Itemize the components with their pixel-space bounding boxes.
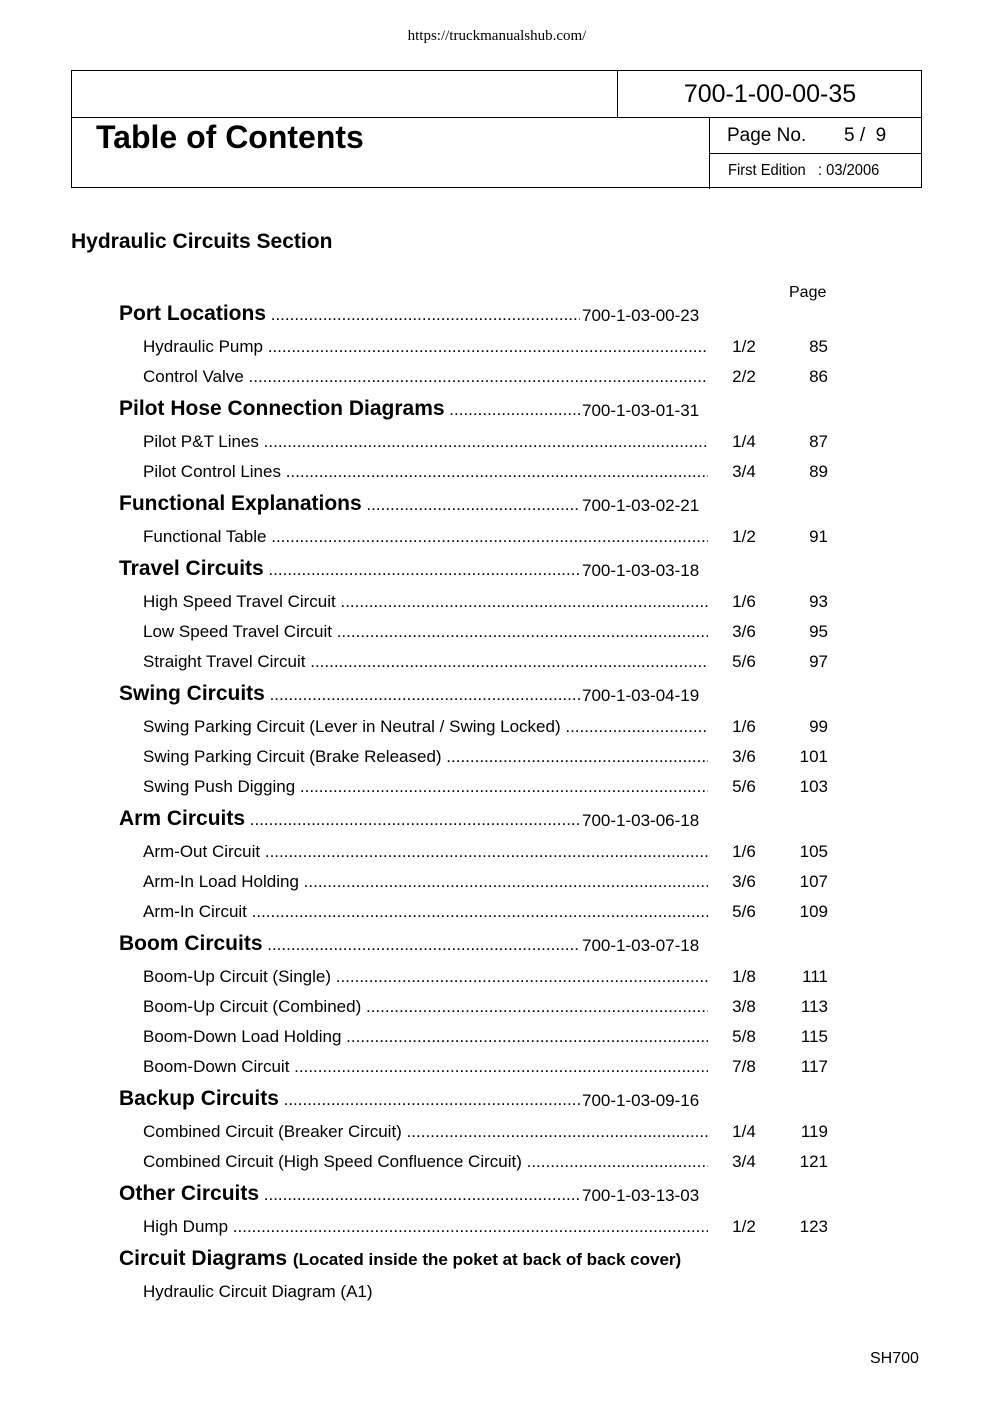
toc-item-label-text: Swing Parking Circuit (Lever in Neutral / Swing Locked) .....	[143, 717, 708, 736]
toc-item-subpage: 1/6	[732, 592, 756, 611]
toc-item-label	[143, 367, 708, 387]
toc-group-row[interactable]	[0, 1247, 994, 1277]
footer-model: SH700	[870, 1350, 919, 1367]
page-number-label: Page No.	[727, 125, 807, 146]
toc-item-label	[143, 592, 708, 612]
toc-item-label-text: Boom-Up Circuit (Combined) .....	[143, 997, 708, 1016]
toc-item-page: 121	[799, 1152, 828, 1171]
toc-item-label: Hydraulic Circuit Diagram (A1)	[143, 1282, 373, 1301]
toc-group-row[interactable]	[0, 492, 994, 522]
toc-item-page: 99	[809, 717, 828, 736]
toc-item-row[interactable]	[0, 1280, 994, 1310]
toc-item-label-text: Straight Travel Circuit .....	[143, 652, 708, 671]
toc-item-row[interactable]	[0, 620, 994, 650]
toc-group-title-text: Boom Circuits .....	[119, 932, 580, 955]
toc-item-page: 89	[809, 462, 828, 481]
toc-item-subpage: 1/8	[732, 967, 756, 986]
toc-item-subpage: 1/6	[732, 842, 756, 861]
toc-item-label-text: Arm-Out Circuit .....	[143, 842, 708, 861]
toc-item-subpage: 2/2	[732, 367, 756, 386]
toc-item-label-text: High Dump .....	[143, 1217, 708, 1236]
toc-item-label-text: Control Valve .....	[143, 367, 708, 386]
toc-item-page: 105	[799, 842, 828, 861]
toc-group-code: 700-1-03-00-23	[582, 306, 700, 325]
toc-item-page: 119	[800, 1122, 828, 1141]
toc-item-row[interactable]	[0, 900, 994, 930]
toc-item-page: 103	[799, 777, 828, 796]
toc-item-label	[143, 842, 708, 862]
toc-item-subpage: 3/6	[732, 622, 756, 641]
toc-item-row[interactable]	[0, 715, 994, 745]
toc-item-label	[143, 967, 708, 987]
toc-item-label-text: Pilot P&T Lines .....	[143, 432, 708, 451]
edition-info: First Edition : 03/2006	[728, 162, 880, 179]
toc-item-label	[143, 1217, 708, 1237]
toc-group-row[interactable]	[0, 807, 994, 837]
toc-item-row[interactable]	[0, 1025, 994, 1055]
toc-group-title	[119, 302, 580, 326]
toc-item-row[interactable]	[0, 1120, 994, 1150]
toc-item-page: 109	[799, 902, 828, 921]
toc-item-page: 91	[809, 527, 828, 546]
toc-item-row[interactable]	[0, 650, 994, 680]
toc-item-label-text: Arm-In Circuit .....	[143, 902, 708, 921]
toc-item-label	[143, 1057, 708, 1077]
toc-item-subpage: 1/2	[732, 527, 756, 546]
toc-item-page: 115	[800, 1027, 828, 1046]
toc-group-row[interactable]	[0, 932, 994, 962]
divider	[72, 117, 921, 118]
toc-item-row[interactable]	[0, 460, 994, 490]
toc-item-page: 113	[800, 997, 828, 1016]
toc-group-row[interactable]	[0, 682, 994, 712]
circuit-diagrams-note: (Located inside the poket at back of back cover)	[292, 1250, 682, 1269]
toc-group-code: 700-1-03-04-19	[582, 686, 700, 705]
toc-item-page: 87	[809, 432, 828, 451]
toc-item-subpage: 5/6	[732, 777, 756, 796]
toc-item-subpage: 3/4	[732, 462, 756, 481]
toc-item-label-text: Boom-Up Circuit (Single) .....	[143, 967, 708, 986]
toc-group-title	[119, 932, 580, 956]
toc-item-row[interactable]	[0, 995, 994, 1025]
toc-group-title	[119, 1247, 681, 1271]
toc-group-title	[119, 1087, 580, 1111]
toc-item-subpage: 1/2	[732, 337, 756, 356]
page-title: Table of Contents	[96, 119, 364, 155]
divider	[709, 153, 921, 154]
toc-group-title	[119, 1182, 580, 1206]
toc-item-page: 95	[809, 622, 828, 641]
toc-item-subpage: 1/4	[732, 1122, 756, 1141]
toc-group-row[interactable]	[0, 1087, 994, 1117]
toc-item-row[interactable]	[0, 365, 994, 395]
toc-item-subpage: 5/8	[732, 1027, 756, 1046]
toc-item-label	[143, 622, 708, 642]
toc-item-page: 93	[809, 592, 828, 611]
toc-group-title-text: Other Circuits .....	[119, 1182, 580, 1205]
toc-item-page: 107	[799, 872, 828, 891]
toc-item-label-text: Swing Push Digging .....	[143, 777, 708, 796]
toc-item-label	[143, 997, 708, 1017]
toc-group-code: 700-1-03-13-03	[582, 1186, 700, 1205]
toc-item-label	[143, 1027, 708, 1047]
toc-item-row[interactable]	[0, 965, 994, 995]
toc-item-label	[143, 462, 708, 482]
toc-item-row[interactable]	[0, 1215, 994, 1245]
toc-item-page: 85	[809, 337, 828, 356]
toc-item-subpage: 3/8	[732, 997, 756, 1016]
toc-group-title	[119, 807, 580, 831]
toc-item-row[interactable]	[0, 1150, 994, 1180]
title-block	[71, 70, 922, 188]
toc-item-label	[143, 432, 708, 452]
toc-item-subpage: 5/6	[732, 902, 756, 921]
toc-group-code: 700-1-03-06-18	[582, 811, 700, 830]
toc-group-title-text: Backup Circuits .....	[119, 1087, 580, 1110]
toc-item-label	[143, 337, 708, 357]
toc-item-row[interactable]	[0, 870, 994, 900]
toc-item-label	[143, 717, 708, 737]
toc-item-label-text: Functional Table .....	[143, 527, 708, 546]
toc-item-label-text: Boom-Down Circuit .....	[143, 1057, 708, 1076]
toc-item-row[interactable]	[0, 840, 994, 870]
circuit-diagrams-title: Circuit Diagrams	[119, 1247, 288, 1270]
toc-group-title-text: Swing Circuits .....	[119, 682, 580, 705]
toc-item-label	[143, 527, 708, 547]
toc-item-row[interactable]	[0, 775, 994, 805]
toc-item-page: 97	[809, 652, 828, 671]
toc-item-page: 123	[799, 1217, 828, 1236]
toc-item-row[interactable]	[0, 525, 994, 555]
toc-group-title-text: Port Locations .....	[119, 302, 580, 325]
toc-item-label	[143, 1152, 708, 1172]
toc-group-title-text: Arm Circuits .....	[119, 807, 580, 830]
toc-item-label	[143, 777, 708, 797]
toc-item-label	[143, 902, 708, 922]
toc-group-title	[119, 557, 580, 581]
toc-group-title-text: Travel Circuits .....	[119, 557, 580, 580]
toc-item-label-text: Boom-Down Load Holding .....	[143, 1027, 708, 1046]
toc-item-label-text: High Speed Travel Circuit .....	[143, 592, 708, 611]
toc-item-subpage: 3/6	[732, 747, 756, 766]
toc-item-label-text: Hydraulic Pump .....	[143, 337, 708, 356]
toc-item-row[interactable]	[0, 590, 994, 620]
document-number: 700-1-00-00-35	[683, 80, 857, 108]
header-url: https://truckmanualshub.com/	[407, 28, 587, 44]
toc-item-label	[143, 872, 708, 892]
toc-group-row[interactable]	[0, 557, 994, 587]
toc-item-label	[143, 1122, 708, 1142]
toc-group-title	[119, 682, 580, 706]
toc-item-label	[143, 652, 708, 672]
toc-item-page: 86	[809, 367, 828, 386]
toc-item-page: 117	[800, 1057, 828, 1076]
toc-item-subpage: 1/4	[732, 432, 756, 451]
toc-item-row[interactable]	[0, 1055, 994, 1085]
section-title: Hydraulic Circuits Section	[71, 230, 333, 253]
toc-item-label	[143, 747, 708, 767]
toc-group-code: 700-1-03-07-18	[582, 936, 700, 955]
toc-group-code: 700-1-03-03-18	[582, 561, 700, 580]
toc-group-code: 700-1-03-01-31	[582, 401, 700, 420]
toc-group-title	[119, 397, 580, 421]
page-column-header: Page	[789, 284, 827, 301]
toc-group-row[interactable]	[0, 397, 994, 427]
toc-group-row[interactable]	[0, 302, 994, 332]
toc-item-subpage: 1/6	[732, 717, 756, 736]
toc-item-label-text: Combined Circuit (Breaker Circuit) .....	[143, 1122, 708, 1141]
toc-group-code: 700-1-03-09-16	[582, 1091, 700, 1110]
toc-item-label-text: Combined Circuit (High Speed Confluence Circuit) .....	[143, 1152, 708, 1171]
page-number-value: 5 / 9	[844, 125, 887, 146]
toc-item-label-text: Arm-In Load Holding .....	[143, 872, 708, 891]
toc-item-label-text: Pilot Control Lines .....	[143, 462, 708, 481]
toc-item-row[interactable]	[0, 335, 994, 365]
toc-group-title-text: Functional Explanations .....	[119, 492, 580, 515]
toc-item-subpage: 3/4	[732, 1152, 756, 1171]
toc-item-row[interactable]	[0, 745, 994, 775]
toc-item-label-text: Low Speed Travel Circuit .....	[143, 622, 708, 641]
toc-group-code: 700-1-03-02-21	[582, 496, 700, 515]
toc-item-row[interactable]	[0, 430, 994, 460]
toc-item-subpage: 5/6	[732, 652, 756, 671]
toc-group-row[interactable]	[0, 1182, 994, 1212]
toc-item-subpage: 1/2	[732, 1217, 756, 1236]
toc-item-page: 111	[802, 967, 828, 986]
toc-item-subpage: 7/8	[732, 1057, 756, 1076]
toc-item-label-text: Swing Parking Circuit (Brake Released) .....	[143, 747, 708, 766]
toc-group-title	[119, 492, 580, 516]
toc-group-title-text: Pilot Hose Connection Diagrams .....	[119, 397, 580, 420]
toc-item-page: 101	[799, 747, 828, 766]
toc-item-subpage: 3/6	[732, 872, 756, 891]
